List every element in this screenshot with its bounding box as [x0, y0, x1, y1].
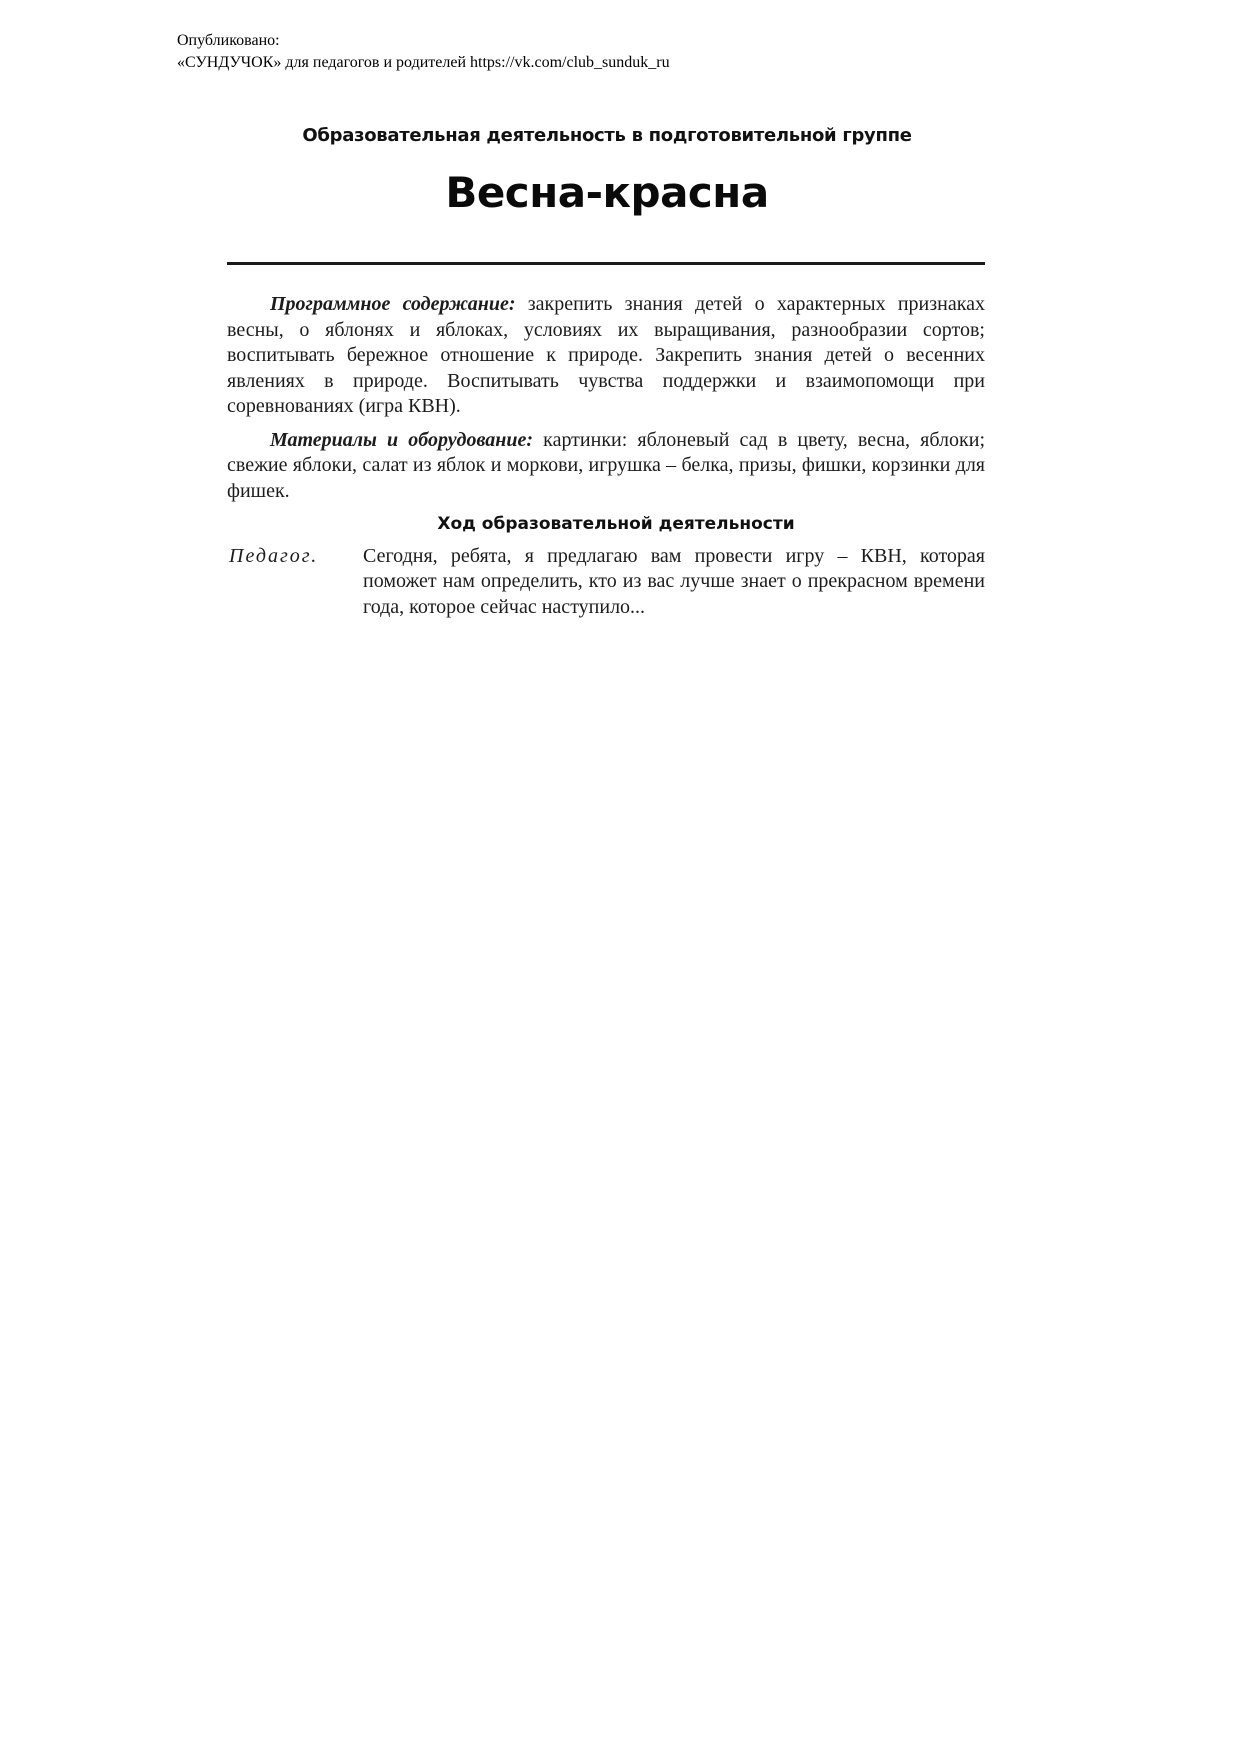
document-kicker: Образовательная деятельность в подготовительной группе — [302, 125, 912, 146]
paragraph-text: картинки: яблоневый сад в цвету, весна, яблоки; свежие яблоки, салат из яблок и моркови, игрушка – белка, призы, фишки, корзинки для фишек. — [227, 428, 985, 502]
paragraph-text: закрепить знания детей о характерных признаках весны, о яблонях и яблоках, условиях их выращивания, разнообразии сортов; воспитывать бережное отношение к природе. Закрепить знания детей о весенних явлениях в природе. Воспитывать чувства поддержки и взаимопомощи при соревнованиях (игра КВН). — [227, 293, 985, 417]
paragraph-lead: Программное содержание: — [270, 293, 516, 315]
dialog-line — [227, 544, 985, 621]
document-title: Весна-красна — [445, 168, 769, 217]
title-divider — [227, 262, 985, 265]
speech-text: Сегодня, ребята, я предлагаю вам провести игру – КВН, которая поможет нам определить, кто из вас лучше знает о прекрасном времени года, которое сейчас наступило... — [363, 544, 985, 618]
materials-paragraph — [227, 428, 985, 505]
published-label: Опубликовано: — [177, 32, 280, 49]
section-heading: Ход образовательной деятельности — [437, 514, 795, 534]
speaker-name: Педагог. — [229, 544, 319, 567]
program-content-paragraph — [227, 292, 985, 420]
source-line: «СУНДУЧОК» для педагогов и родителей https://vk.com/club_sunduk_ru — [177, 54, 670, 71]
publication-note — [177, 30, 670, 74]
paragraph-lead: Материалы и оборудование: — [270, 428, 534, 451]
document-body — [227, 292, 985, 620]
